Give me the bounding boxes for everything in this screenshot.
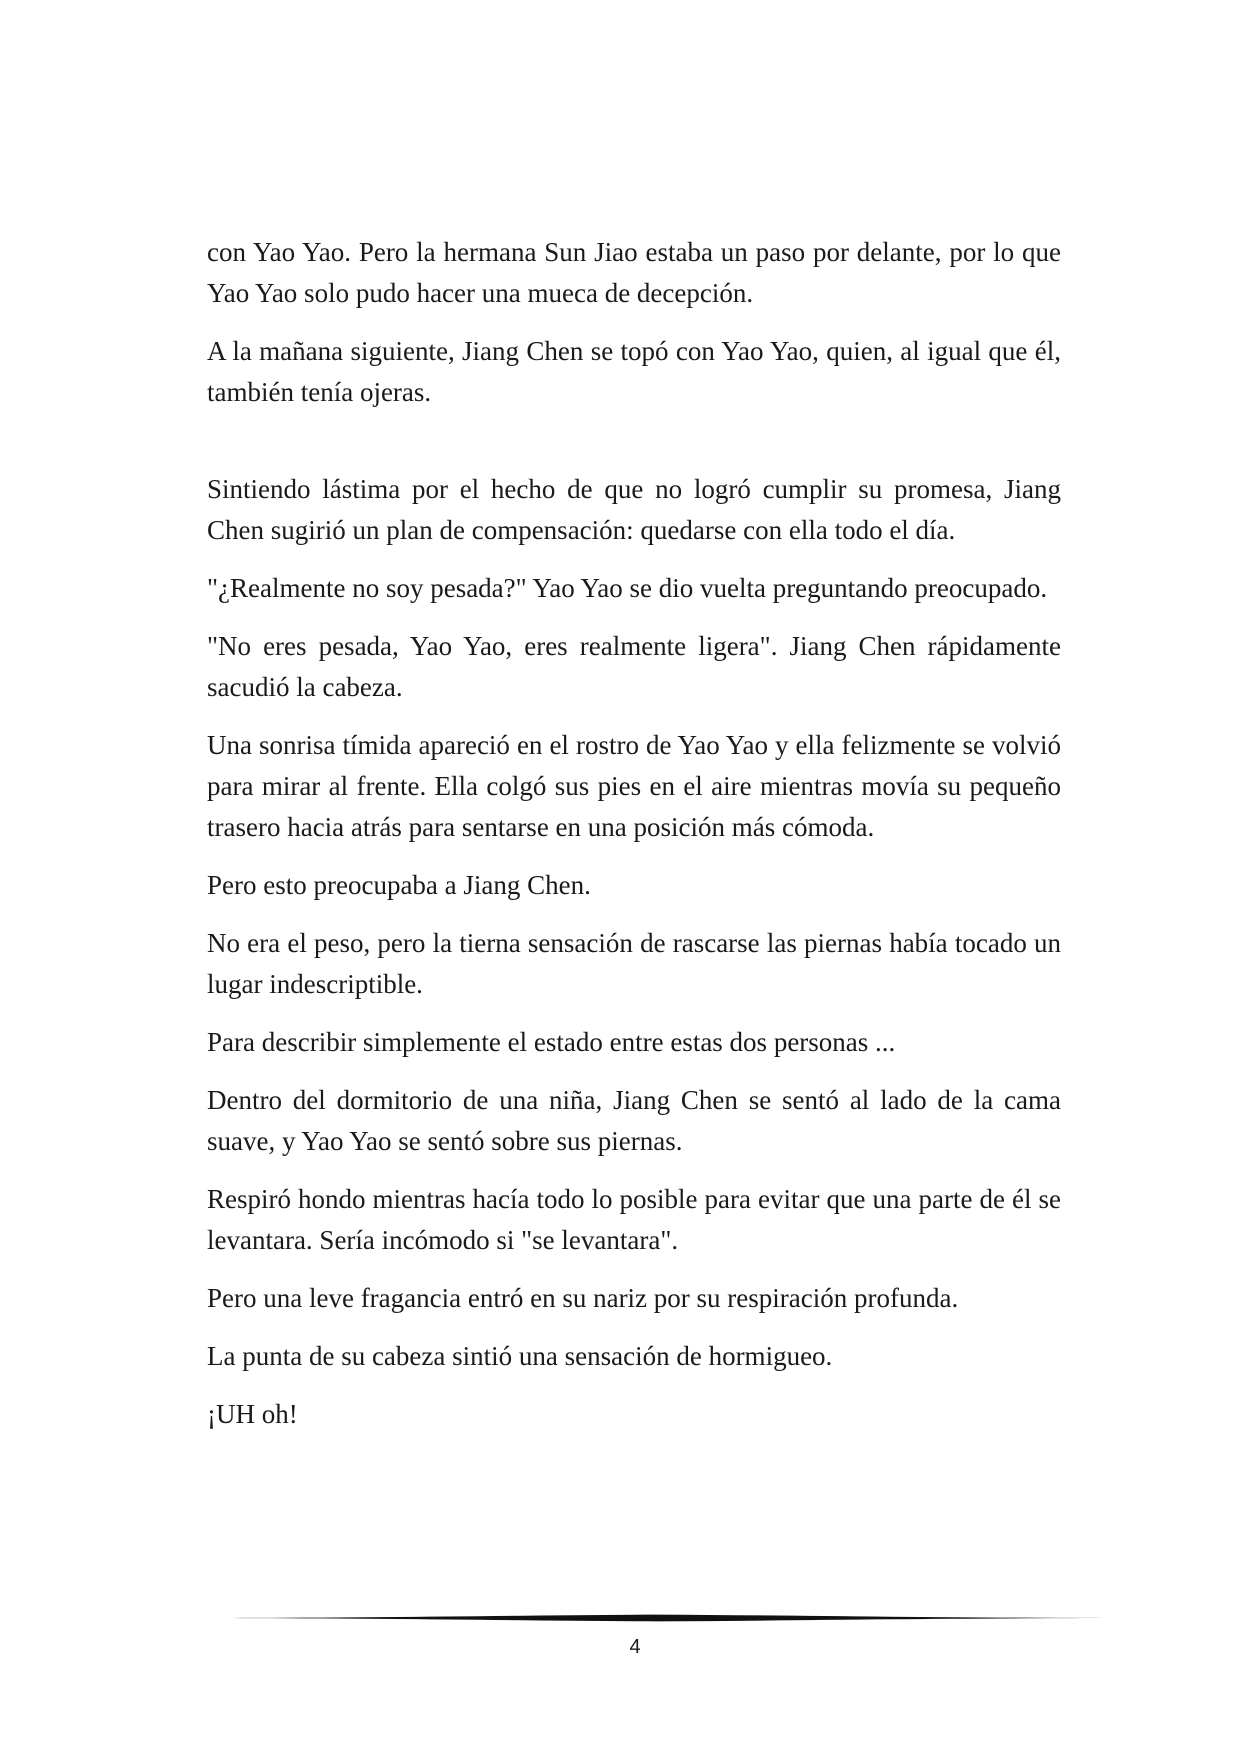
paragraph-2: A la mañana siguiente, Jiang Chen se topó con Yao Yao, quien, al igual que él, también tenía ojeras. xyxy=(207,336,1061,407)
paragraph-5: "No eres pesada, Yao Yao, eres realmente ligera". Jiang Chen rápidamente sacudió la cabeza. xyxy=(207,631,1061,702)
paragraph-14: ¡UH oh! xyxy=(207,1399,298,1429)
paragraph-6: Una sonrisa tímida apareció en el rostro de Yao Yao y ella felizmente se volvió para mirar al frente. Ella colgó sus pies en el aire mientras movía su pequeño trasero hacia atrás para sentarse en una posición más cómoda. xyxy=(207,730,1061,842)
body-text xyxy=(207,232,1061,1452)
paragraph-10: Dentro del dormitorio de una niña, Jiang Chen se sentó al lado de la cama suave, y Yao Yao se sentó sobre sus piernas. xyxy=(207,1085,1061,1156)
paragraph-1: con Yao Yao. Pero la hermana Sun Jiao estaba un paso por delante, por lo que Yao Yao solo pudo hacer una mueca de decepción. xyxy=(207,237,1061,308)
paragraph-4: "¿Realmente no soy pesada?" Yao Yao se dio vuelta preguntando preocupado. xyxy=(207,573,1048,603)
paragraph-3: Sintiendo lástima por el hecho de que no logró cumplir su promesa, Jiang Chen sugirió un plan de compensación: quedarse con ella todo el día. xyxy=(207,474,1061,545)
paragraph-9: Para describir simplemente el estado entre estas dos personas ... xyxy=(207,1027,896,1057)
paragraph-12: Pero una leve fragancia entró en su nariz por su respiración profunda. xyxy=(207,1283,959,1313)
paragraph-8: No era el peso, pero la tierna sensación de rascarse las piernas había tocado un lugar indescriptible. xyxy=(207,928,1061,999)
page-number: 4 xyxy=(629,1636,641,1658)
paragraph-13: La punta de su cabeza sintió una sensación de hormigueo. xyxy=(207,1341,833,1371)
footer-divider xyxy=(207,1613,1105,1623)
paragraph-11: Respiró hondo mientras hacía todo lo posible para evitar que una parte de él se levantara. Sería incómodo si "se levantara". xyxy=(207,1184,1061,1255)
paragraph-7: Pero esto preocupaba a Jiang Chen. xyxy=(207,870,591,900)
